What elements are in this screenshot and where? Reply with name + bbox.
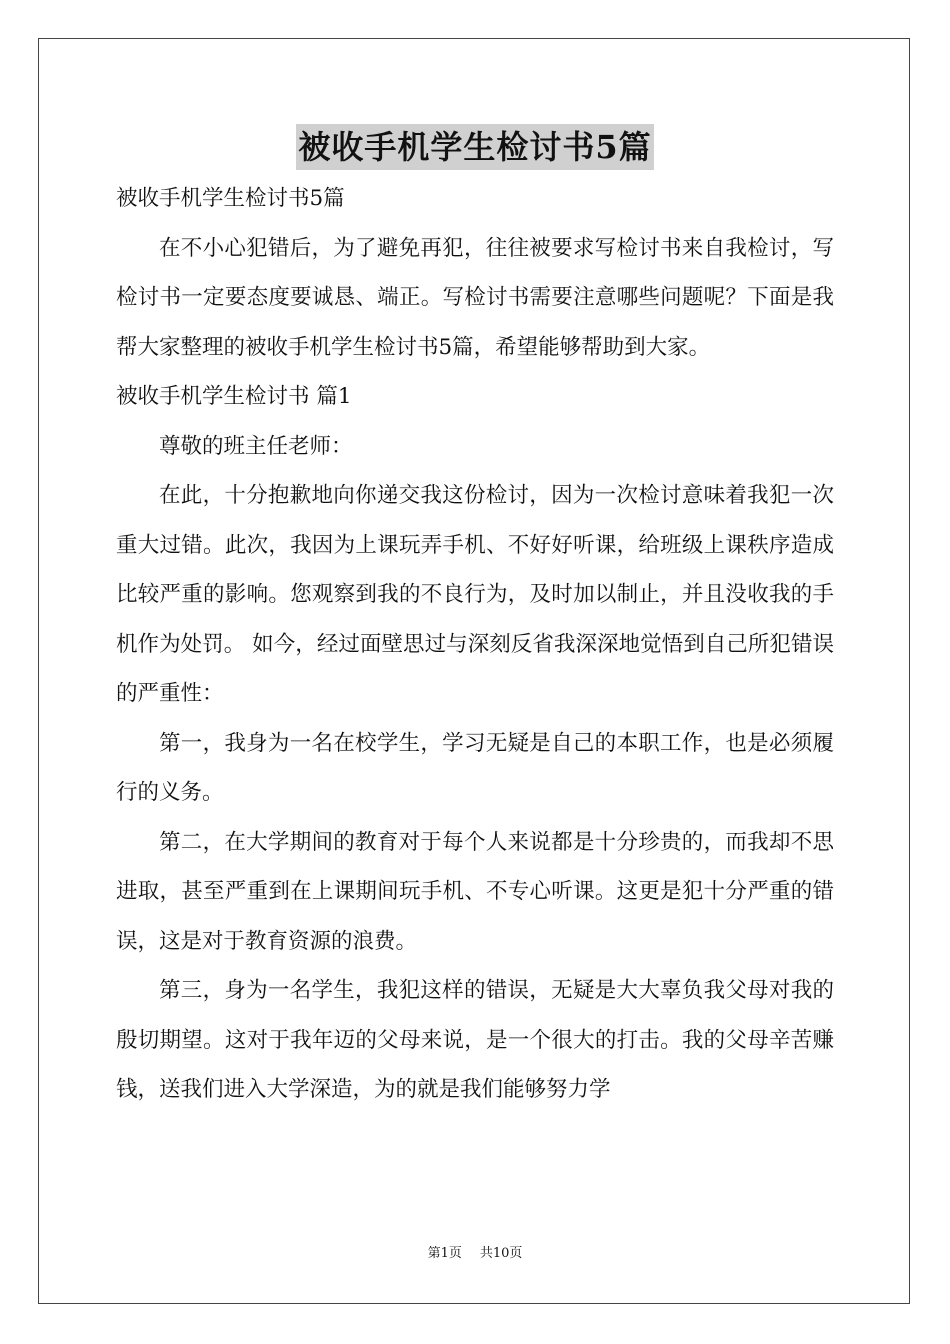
body-paragraph: 第三，身为一名学生，我犯这样的错误，无疑是大大辜负我父母对我的殷切期望。这对于我年迈的父母来说，是一个很大的打击。我的父母辛苦赚钱，送我们进入大学深造，为的就是我们能够努力学: [116, 978, 834, 1102]
body-paragraph: 第二，在大学期间的教育对于每个人来说都是十分珍贵的，而我却不思进取，甚至严重到在上课期间玩手机、不专心听课。这更是犯十分严重的错误，这是对于教育资源的浪费。: [116, 829, 834, 954]
document-title: 被收手机学生检讨书5篇: [296, 124, 653, 170]
salutation: 尊敬的班主任老师：: [159, 433, 353, 459]
section-heading: 被收手机学生检讨书 篇1: [116, 384, 352, 409]
body-paragraph: 第一，我身为一名在校学生，学习无疑是自己的本职工作，也是必须履行的义务。: [116, 730, 834, 805]
page-number: 第1页: [427, 1246, 462, 1261]
page-total: 共10页: [479, 1246, 523, 1261]
document-body: [116, 174, 834, 1115]
page-footer: [0, 1245, 950, 1263]
intro-paragraph: 在不小心犯错后，为了避免再犯，往往被要求写检讨书来自我检讨，写检讨书一定要态度要诚恳、端正。写检讨书需要注意哪些问题呢？下面是我帮大家整理的被收手机学生检讨书5篇，希望能够帮助到大家。: [116, 235, 834, 360]
subtitle-line: 被收手机学生检讨书5篇: [116, 186, 345, 211]
title-container: [0, 124, 950, 170]
body-paragraph: 在此，十分抱歉地向你递交我这份检讨，因为一次检讨意味着我犯一次重大过错。此次，我因为上课玩弄手机、不好好听课，给班级上课秩序造成比较严重的影响。您观察到我的不良行为，及时加以制止，并且没收我的手机作为处罚。 如今，经过面壁思过与深刻反省我深深地觉悟到自己所犯错误的严重性：: [116, 483, 834, 706]
